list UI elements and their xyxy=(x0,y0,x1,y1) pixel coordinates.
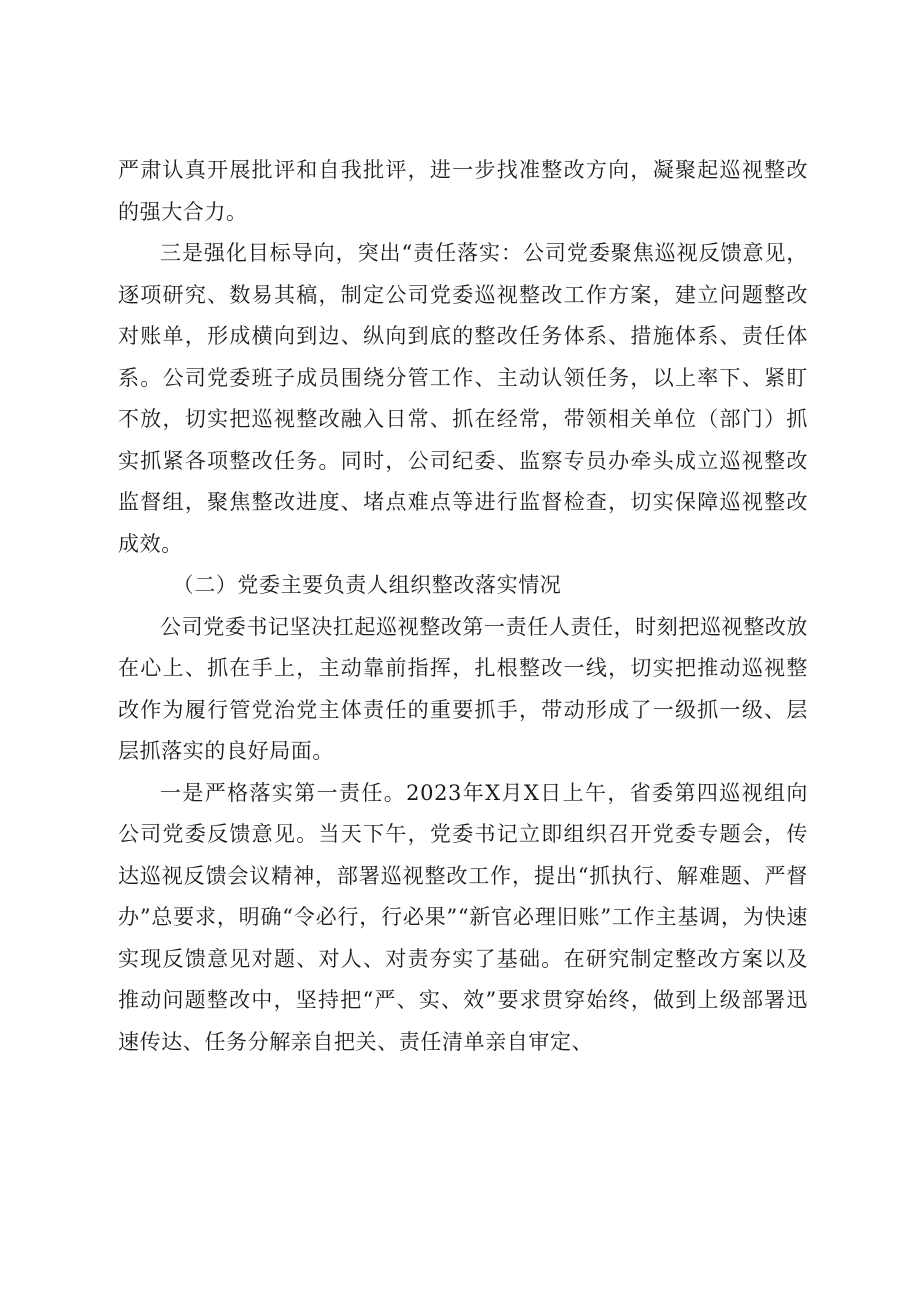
paragraph-target-orientation: 三是强化目标导向，突出“责任落实：公司党委聚焦巡视反馈意见，逐项研究、数易其稿，制定公司党委巡视整改工作方案，建立问题整改对账单，形成横向到边、纵向到底的整改任务体系、措施体系、责任体系。公司党委班子成员围绕分管工作、主动认领任务，以上率下、紧盯不放，切实把巡视整改融入日常、抓在经常，带领相关单位（部门）抓实抓紧各项整改任务。同时，公司纪委、监察专员办牵头成立巡视整改监督组，聚焦整改进度、堵点难点等进行监督检查，切实保障巡视整改成效。 xyxy=(118,241,808,556)
paragraph-first-responsibility: 一是严格落实第一责任。2023年X月X日上午，省委第四巡视组向公司党委反馈意见。当天下午，党委书记立即组织召开党委专题会，传达巡视反馈会议精神，部署巡视整改工作，提出“抓执行、解难题、严督办”总要求，明确“令必行，行必果”“新官必理旧账”工作主基调，为快速实现反馈意见对题、对人、对责夯实了基础。在研究制定整改方案以及推动问题整改中，坚持把“严、实、效”要求贯穿始终，做到上级部署迅速传达、任务分解亲自把关、责任清单亲自审定、 xyxy=(118,780,808,1054)
paragraph-secretary-responsibility: 公司党委书记坚决扛起巡视整改第一责任人责任，时刻把巡视整改放在心上、抓在手上，主动靠前指挥，扎根整改一线，切实把推动巡视整改作为履行管党治党主体责任的重要抓手，带动形成了一级抓一级、层层抓落实的良好局面。 xyxy=(118,614,808,763)
paragraph-continuation: 严肃认真开展批评和自我批评，进一步找准整改方向，凝聚起巡视整改的强大合力。 xyxy=(118,158,808,224)
section-heading: （二）党委主要负责人组织整改落实情况 xyxy=(172,573,562,597)
document-body xyxy=(118,150,808,1063)
